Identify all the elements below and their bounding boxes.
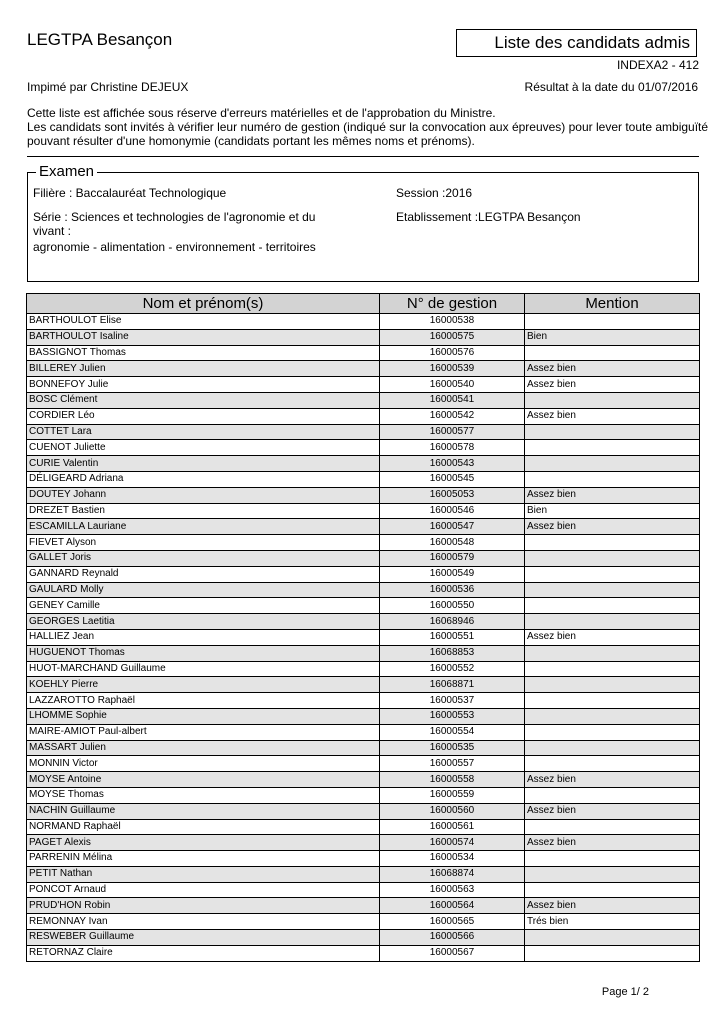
cell-number: 16000554 bbox=[380, 724, 525, 740]
table-row bbox=[27, 566, 700, 582]
cell-number: 16000566 bbox=[380, 930, 525, 946]
printed-by: Impimé par Christine DEJEUX bbox=[27, 80, 189, 94]
cell-number: 16000546 bbox=[380, 503, 525, 519]
table-row bbox=[27, 851, 700, 867]
table-row bbox=[27, 519, 700, 535]
cell-mention bbox=[525, 851, 700, 867]
column-header-mention: Mention bbox=[525, 294, 700, 314]
table-row bbox=[27, 408, 700, 424]
exam-specialite: agronomie - alimentation - environnement - territoires bbox=[33, 240, 316, 254]
cell-number: 16000563 bbox=[380, 882, 525, 898]
cell-number: 16000557 bbox=[380, 756, 525, 772]
table-row bbox=[27, 866, 700, 882]
cell-name: MONNIN Victor bbox=[27, 756, 380, 772]
table-row bbox=[27, 629, 700, 645]
table-row bbox=[27, 819, 700, 835]
table-row bbox=[27, 345, 700, 361]
cell-mention bbox=[525, 693, 700, 709]
cell-name: GANNARD Reynald bbox=[27, 566, 380, 582]
table-row bbox=[27, 440, 700, 456]
table-row bbox=[27, 756, 700, 772]
cell-mention: Assez bien bbox=[525, 629, 700, 645]
table-row bbox=[27, 708, 700, 724]
cell-number: 16000537 bbox=[380, 693, 525, 709]
cell-mention bbox=[525, 866, 700, 882]
table-row bbox=[27, 598, 700, 614]
table-row bbox=[27, 740, 700, 756]
cell-number: 16000578 bbox=[380, 440, 525, 456]
cell-number: 16000539 bbox=[380, 361, 525, 377]
cell-number: 16000559 bbox=[380, 787, 525, 803]
table-row bbox=[27, 361, 700, 377]
cell-mention: Assez bien bbox=[525, 898, 700, 914]
cell-mention bbox=[525, 392, 700, 408]
cell-name: NORMAND Raphaël bbox=[27, 819, 380, 835]
cell-mention bbox=[525, 740, 700, 756]
cell-number: 16000538 bbox=[380, 314, 525, 330]
cell-name: LHOMME Sophie bbox=[27, 708, 380, 724]
cell-number: 16000560 bbox=[380, 803, 525, 819]
table-row bbox=[27, 724, 700, 740]
table-row bbox=[27, 392, 700, 408]
page-number: Page 1/ 2 bbox=[601, 986, 649, 998]
cell-name: DÉLIGEARD Adriana bbox=[27, 471, 380, 487]
cell-mention bbox=[525, 819, 700, 835]
cell-mention: Assez bien bbox=[525, 835, 700, 851]
cell-name: MOYSE Antoine bbox=[27, 772, 380, 788]
cell-number: 16000542 bbox=[380, 408, 525, 424]
exam-session: Session :2016 bbox=[396, 186, 473, 200]
cell-mention bbox=[525, 598, 700, 614]
document-code: INDEXA2 - 412 bbox=[616, 58, 699, 72]
table-row bbox=[27, 503, 700, 519]
cell-mention: Assez bien bbox=[525, 377, 700, 393]
table-row bbox=[27, 535, 700, 551]
exam-etablissement: Etablissement :LEGTPA Besançon bbox=[396, 210, 581, 224]
cell-number: 16000545 bbox=[380, 471, 525, 487]
cell-name: BARTHOULOT Isaline bbox=[27, 329, 380, 345]
cell-name: HALLIEZ Jean bbox=[27, 629, 380, 645]
cell-name: LAZZAROTTO Raphaël bbox=[27, 693, 380, 709]
cell-number: 16000540 bbox=[380, 377, 525, 393]
cell-name: GALLET Joris bbox=[27, 550, 380, 566]
cell-number: 16000579 bbox=[380, 550, 525, 566]
cell-number: 16068853 bbox=[380, 645, 525, 661]
cell-mention bbox=[525, 582, 700, 598]
cell-name: CUENOT Juliette bbox=[27, 440, 380, 456]
cell-name: GAULARD Molly bbox=[27, 582, 380, 598]
cell-mention bbox=[525, 756, 700, 772]
column-header-name: Nom et prénom(s) bbox=[27, 294, 380, 314]
cell-name: BILLEREY Julien bbox=[27, 361, 380, 377]
cell-mention bbox=[525, 708, 700, 724]
table-row bbox=[27, 424, 700, 440]
cell-name: NACHIN Guillaume bbox=[27, 803, 380, 819]
cell-number: 16000534 bbox=[380, 851, 525, 867]
table-row bbox=[27, 314, 700, 330]
exam-serie: Série : Sciences et technologies de l'agronomie et du vivant : bbox=[33, 210, 316, 238]
cell-mention bbox=[525, 787, 700, 803]
table-row bbox=[27, 882, 700, 898]
table-row bbox=[27, 787, 700, 803]
cell-name: PAGET Alexis bbox=[27, 835, 380, 851]
cell-number: 16005053 bbox=[380, 487, 525, 503]
table-row bbox=[27, 803, 700, 819]
cell-mention: Assez bien bbox=[525, 487, 700, 503]
cell-number: 16000549 bbox=[380, 566, 525, 582]
table-row bbox=[27, 914, 700, 930]
cell-name: CORDIER Léo bbox=[27, 408, 380, 424]
cell-mention bbox=[525, 440, 700, 456]
cell-number: 16000577 bbox=[380, 424, 525, 440]
cell-number: 16000565 bbox=[380, 914, 525, 930]
cell-name: MAIRE-AMIOT Paul-albert bbox=[27, 724, 380, 740]
cell-mention bbox=[525, 645, 700, 661]
exam-legend: Examen bbox=[36, 163, 97, 180]
cell-name: FIEVET Alyson bbox=[27, 535, 380, 551]
cell-name: BARTHOULOT Elise bbox=[27, 314, 380, 330]
cell-number: 16000552 bbox=[380, 661, 525, 677]
table-row bbox=[27, 645, 700, 661]
cell-mention bbox=[525, 614, 700, 630]
cell-name: GEORGES Laetitia bbox=[27, 614, 380, 630]
cell-number: 16000558 bbox=[380, 772, 525, 788]
cell-mention: Assez bien bbox=[525, 772, 700, 788]
cell-mention bbox=[525, 677, 700, 693]
cell-number: 16000547 bbox=[380, 519, 525, 535]
results-table bbox=[26, 293, 700, 962]
cell-mention bbox=[525, 345, 700, 361]
cell-name: BOSC Clément bbox=[27, 392, 380, 408]
cell-name: COTTET Lara bbox=[27, 424, 380, 440]
school-name: LEGTPA Besançon bbox=[27, 30, 173, 49]
cell-name: CURIE Valentin bbox=[27, 456, 380, 472]
cell-number: 16000576 bbox=[380, 345, 525, 361]
cell-mention bbox=[525, 661, 700, 677]
cell-name: ESCAMILLA Lauriane bbox=[27, 519, 380, 535]
table-row bbox=[27, 661, 700, 677]
notice-line: Les candidats sont invités à vérifier leur numéro de gestion (indiqué sur la convocation aux épreuves) pour lever toute ambiguïté bbox=[27, 120, 709, 134]
table-row bbox=[27, 550, 700, 566]
cell-name: RESWEBER Guillaume bbox=[27, 930, 380, 946]
cell-mention bbox=[525, 724, 700, 740]
cell-name: GENEY Camille bbox=[27, 598, 380, 614]
cell-number: 16000541 bbox=[380, 392, 525, 408]
cell-mention: Trés bien bbox=[525, 914, 700, 930]
cell-name: PETIT Nathan bbox=[27, 866, 380, 882]
cell-number: 16000575 bbox=[380, 329, 525, 345]
table-row bbox=[27, 456, 700, 472]
cell-mention bbox=[525, 930, 700, 946]
cell-mention bbox=[525, 566, 700, 582]
table-row bbox=[27, 772, 700, 788]
cell-mention bbox=[525, 550, 700, 566]
cell-mention: Assez bien bbox=[525, 408, 700, 424]
notice bbox=[27, 106, 724, 148]
result-date: Résultat à la date du 01/07/2016 bbox=[524, 80, 698, 94]
column-header-number: N° de gestion bbox=[380, 294, 525, 314]
table-row bbox=[27, 582, 700, 598]
cell-name: HUGUENOT Thomas bbox=[27, 645, 380, 661]
cell-name: REMONNAY Ivan bbox=[27, 914, 380, 930]
table-header-row bbox=[27, 294, 700, 314]
cell-mention: Bien bbox=[525, 329, 700, 345]
table-row bbox=[27, 487, 700, 503]
cell-mention: Bien bbox=[525, 503, 700, 519]
table-row bbox=[27, 377, 700, 393]
cell-number: 16000543 bbox=[380, 456, 525, 472]
document-title: Liste des candidats admis bbox=[456, 29, 697, 57]
cell-name: BASSIGNOT Thomas bbox=[27, 345, 380, 361]
cell-number: 16068946 bbox=[380, 614, 525, 630]
notice-line: pouvant résulter d'une homonymie (candidats portant les mêmes noms et prénoms). bbox=[27, 134, 475, 148]
divider bbox=[27, 156, 699, 157]
table-row bbox=[27, 693, 700, 709]
cell-name: HUOT-MARCHAND Guillaume bbox=[27, 661, 380, 677]
cell-number: 16000564 bbox=[380, 898, 525, 914]
notice-line: Cette liste est affichée sous réserve d'erreurs matérielles et de l'approbation du Ministre. bbox=[27, 106, 496, 120]
cell-name: PONCOT Arnaud bbox=[27, 882, 380, 898]
cell-number: 16000574 bbox=[380, 835, 525, 851]
cell-number: 16068874 bbox=[380, 866, 525, 882]
table-row bbox=[27, 898, 700, 914]
table-row bbox=[27, 677, 700, 693]
cell-mention bbox=[525, 882, 700, 898]
cell-mention bbox=[525, 456, 700, 472]
cell-number: 16000548 bbox=[380, 535, 525, 551]
cell-name: DREZET Bastien bbox=[27, 503, 380, 519]
table-row bbox=[27, 329, 700, 345]
cell-name: KOEHLY Pierre bbox=[27, 677, 380, 693]
cell-name: DOUTEY Johann bbox=[27, 487, 380, 503]
exam-filiere: Filière : Baccalauréat Technologique bbox=[33, 186, 227, 200]
cell-number: 16000553 bbox=[380, 708, 525, 724]
table-row bbox=[27, 930, 700, 946]
cell-mention bbox=[525, 945, 700, 961]
cell-mention bbox=[525, 471, 700, 487]
cell-mention: Assez bien bbox=[525, 361, 700, 377]
cell-name: MASSART Julien bbox=[27, 740, 380, 756]
table-row bbox=[27, 614, 700, 630]
cell-name: MOYSE Thomas bbox=[27, 787, 380, 803]
cell-name: RETORNAZ Claire bbox=[27, 945, 380, 961]
cell-number: 16000567 bbox=[380, 945, 525, 961]
cell-name: PARRENIN Mélina bbox=[27, 851, 380, 867]
cell-name: BONNEFOY Julie bbox=[27, 377, 380, 393]
cell-number: 16000535 bbox=[380, 740, 525, 756]
cell-number: 16068871 bbox=[380, 677, 525, 693]
cell-mention bbox=[525, 314, 700, 330]
cell-mention: Assez bien bbox=[525, 803, 700, 819]
cell-number: 16000551 bbox=[380, 629, 525, 645]
cell-mention: Assez bien bbox=[525, 519, 700, 535]
cell-number: 16000550 bbox=[380, 598, 525, 614]
cell-name: PRUD'HON Robin bbox=[27, 898, 380, 914]
cell-number: 16000561 bbox=[380, 819, 525, 835]
table-row bbox=[27, 835, 700, 851]
cell-mention bbox=[525, 535, 700, 551]
cell-number: 16000536 bbox=[380, 582, 525, 598]
cell-mention bbox=[525, 424, 700, 440]
table-row bbox=[27, 471, 700, 487]
table-row bbox=[27, 945, 700, 961]
